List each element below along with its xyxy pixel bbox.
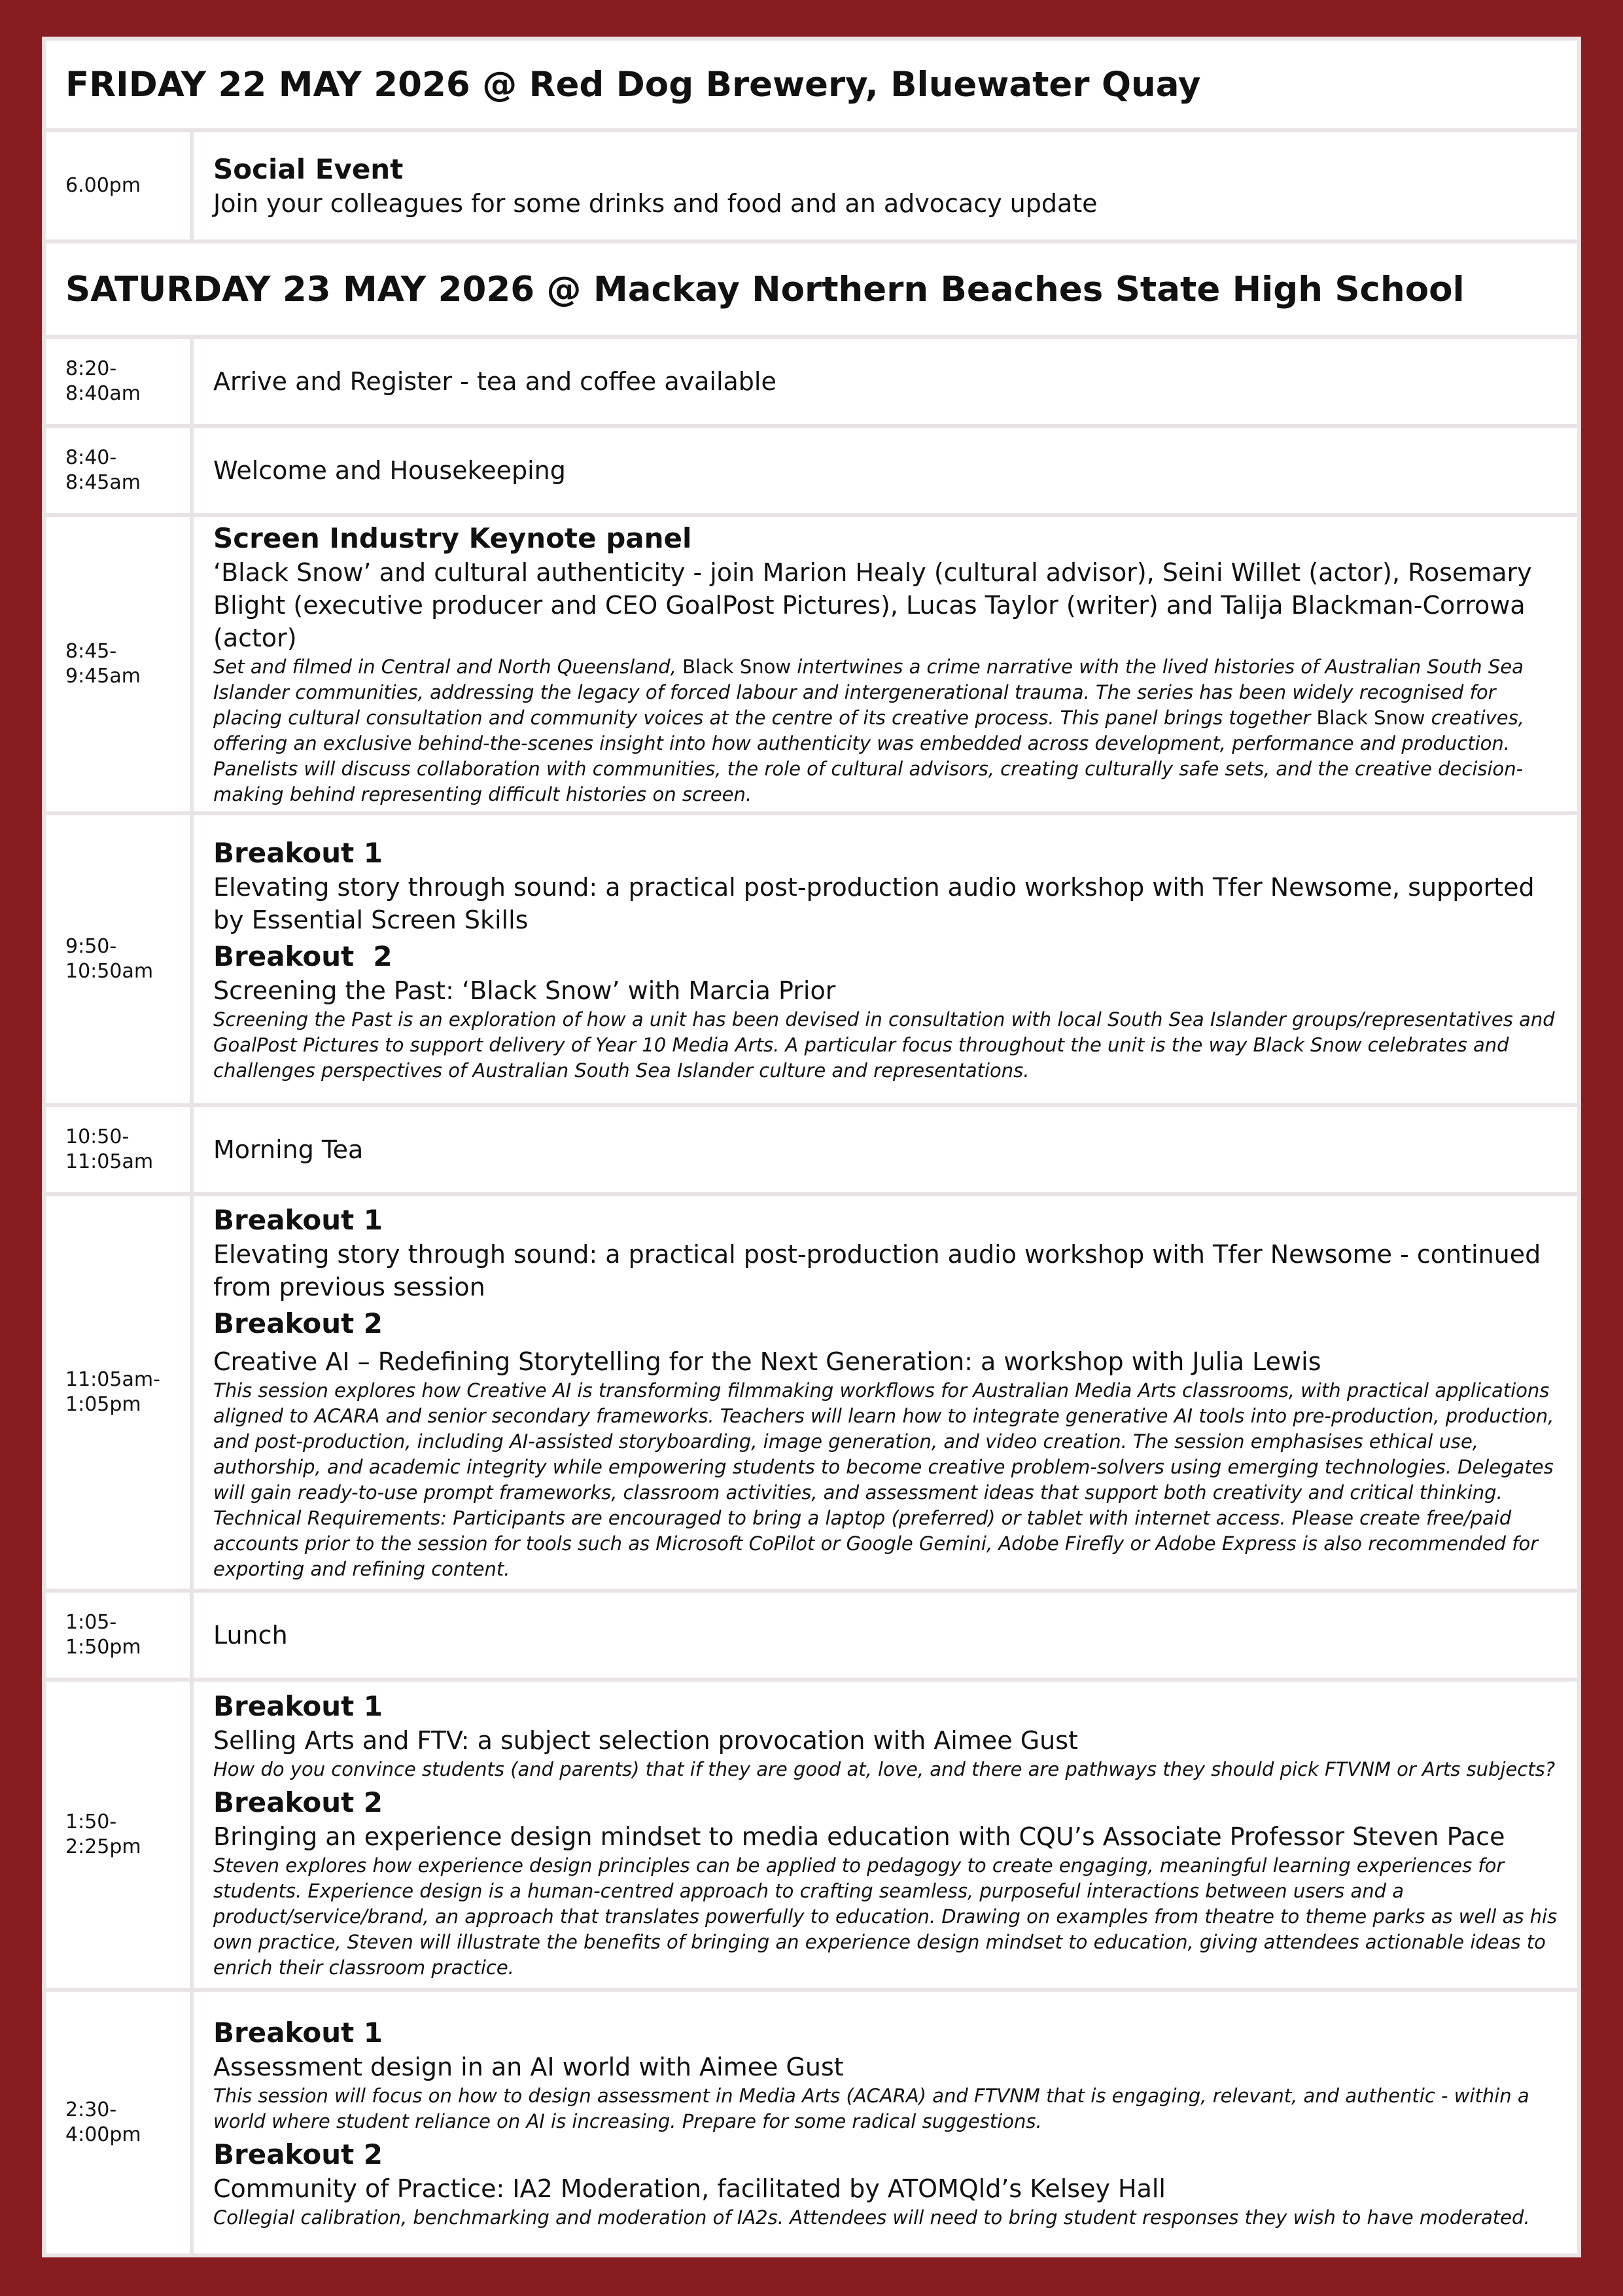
keynote-desc-part: intertwines a crime narrative with the lived histories of Australian South Sea Islander communities, addressing the legacy of forced labour and intergenerational trauma. The series has been widely recognised for placing cultural consultation and community voices at the centre of its creative process. This panel brings together [213,656,1524,729]
breakout-2-text: Bringing an experience design mindset to media education with CQU’s Associate Professor Steven Pace [213,1822,1505,1851]
time-register: 8:20- 8:40am [65,357,141,405]
time-keynote: 8:45- 9:45am [65,640,141,688]
row-morning-tea [46,1107,1577,1192]
breakout-1-title: Breakout 1 [213,2016,383,2049]
morning-tea-text: Morning Tea [213,1135,364,1164]
time-session-2: 11:05am- 1:05pm [65,1368,160,1416]
breakout-2-text: Creative AI – Redefining Storytelling for the Next Generation: a workshop with Julia Lewis [213,1347,1321,1376]
row-session-4 [46,1992,1577,2253]
time-lunch: 1:05- 1:50pm [65,1611,141,1659]
breakout-1-description: How do you convince students (and parents) that if they are good at, love, and there are pathways they should pick FTVNM or Arts subjects? [213,1758,1556,1780]
breakout-1-title: Breakout 1 [213,836,383,869]
breakout-2-title: Breakout 2 [213,1307,383,1339]
friday-header [46,41,1577,128]
morning-tea-body [194,1107,1577,1192]
breakout-1-title: Breakout 1 [213,1204,383,1236]
session-2-body [194,1196,1577,1589]
breakout-1-text: Elevating story through sound: a practical post-production audio workshop with Tfer Newsome - continued from previous session [213,1240,1541,1301]
session-3-body [194,1682,1577,1988]
schedule-page [42,37,1581,2257]
row-session-3 [46,1682,1577,1988]
keynote-text: ‘Black Snow’ and cultural authenticity - join Marion Healy (cultural advisor), Seini Willet (actor), Rosemary Blight (executive producer and CEO GoalPost Pictures), Lucas Taylor (writer) and Talija Blackman-Corrowa (actor) [213,558,1532,652]
row-social-event [46,132,1577,239]
breakout-2-title: Breakout 2 [213,940,393,972]
breakout-2-text: Screening the Past: ‘Black Snow’ with Marcia Prior [213,976,836,1005]
keynote-desc-part: Set and filmed in Central and North Queensland, [213,656,683,678]
breakout-1-text: Elevating story through sound: a practical post-production audio workshop with Tfer Newsome, supported by Essential Screen Skills [213,872,1535,934]
time-session-4: 2:30- 4:00pm [65,2098,141,2146]
keynote-title: Screen Industry Keynote panel [213,522,692,554]
row-welcome [46,428,1577,513]
black-snow-title: Black Snow [1316,707,1425,729]
breakout-1-title: Breakout 1 [213,1690,383,1722]
time-session-3: 1:50- 2:25pm [65,1810,141,1858]
breakout-2-description: This session explores how Creative AI is transforming filmmaking workflows for Australian Media Arts classrooms, with practical applications aligned to ACARA and senior secondary frameworks. Teachers will learn how to integrate generative AI tools into pre-production, production, and post-production, including AI-assisted storyboarding, image generation, and video creation. The session emphasises ethical use, authorship, and academic integrity while empowering students to become creative problem-solvers using emerging technologies. Delegates will gain ready-to-use prompt frameworks, classroom activities, and assessment ideas that support both creativity and critical thinking. Technical Requirements: Participants are encouraged to bring a laptop (preferred) or tablet with internet access. Please create free/paid accounts prior to the session for tools such as Microsoft CoPilot or Google Gemini, Adobe Firefly or Adobe Express is also recommended for exporting and refining content. [213,1379,1554,1580]
saturday-header-text: SATURDAY 23 MAY 2026 @ Mackay Northern Beaches State High School [65,269,1465,309]
breakout-2-title: Breakout 2 [213,2138,383,2170]
lunch-text: Lunch [213,1621,288,1650]
session-1-body [194,815,1577,1103]
black-snow-title: Black Snow [682,656,792,678]
row-keynote [46,517,1577,811]
social-body [194,132,1577,239]
row-register [46,339,1577,424]
time-social: 6.00pm [65,174,141,197]
keynote-desc-part: creatives, offering an exclusive behind-the-scenes insight into how authenticity was embedded across development, performance and production. Panelists will discuss collaboration with communities, the role of cultural advisors, creating culturally safe sets, and the creative decision-making behind representing difficult histories on screen. [213,707,1524,805]
social-text: Join your colleagues for some drinks and food and an advocacy update [213,189,1098,218]
time-session-1: 9:50- 10:50am [65,935,154,983]
time-welcome: 8:40- 8:45am [65,446,141,494]
row-session-2 [46,1196,1577,1589]
register-text: Arrive and Register - tea and coffee available [213,367,777,396]
breakout-2-description: Screening the Past is an exploration of how a unit has been devised in consultation with local South Sea Islander groups/representatives and GoalPost Pictures to support delivery of Year 10 Media Arts. A particular focus throughout the unit is the way Black Snow celebrates and challenges perspectives of Australian South Sea Islander culture and representations. [213,1008,1555,1082]
breakout-1-text: Assessment design in an AI world with Aimee Gust [213,2052,844,2081]
keynote-description [213,654,1558,807]
row-session-1 [46,815,1577,1103]
saturday-header [46,243,1577,335]
breakout-2-text: Community of Practice: IA2 Moderation, facilitated by ATOMQld’s Kelsey Hall [213,2174,1166,2203]
time-morning-tea: 10:50- 11:05am [65,1125,154,1173]
keynote-body [194,517,1577,811]
breakout-2-title: Breakout 2 [213,1786,383,1818]
breakout-2-description: Collegial calibration, benchmarking and moderation of IA2s. Attendees will need to bring student responses they wish to have moderated. [213,2206,1530,2229]
breakout-1-text: Selling Arts and FTV: a subject selection provocation with Aimee Gust [213,1726,1078,1755]
register-body [194,339,1577,424]
breakout-1-description: This session will focus on how to design assessment in Media Arts (ACARA) and FTVNM that is engaging, relevant, and authentic - within a world where student reliance on AI is increasing. Prepare for some radical suggestions. [213,2084,1529,2132]
row-lunch [46,1593,1577,1678]
friday-header-text: FRIDAY 22 MAY 2026 @ Red Dog Brewery, Bluewater Quay [65,64,1201,105]
session-4-body [194,1992,1577,2253]
breakout-2-description: Steven explores how experience design principles can be applied to pedagogy to create engaging, meaningful learning experiences for students. Experience design is a human-centred approach to crafting seamless, purposeful interactions between users and a product/service/brand, an approach that translates powerfully to education. Drawing on examples from theatre to theme parks as well as his own practice, Steven will illustrate the benefits of bringing an experience design mindset to education, giving attendees actionable ideas to enrich their classroom practice. [213,1854,1558,1979]
welcome-text: Welcome and Housekeeping [213,456,566,485]
social-title: Social Event [213,153,404,185]
welcome-body [194,428,1577,513]
lunch-body [194,1593,1577,1678]
